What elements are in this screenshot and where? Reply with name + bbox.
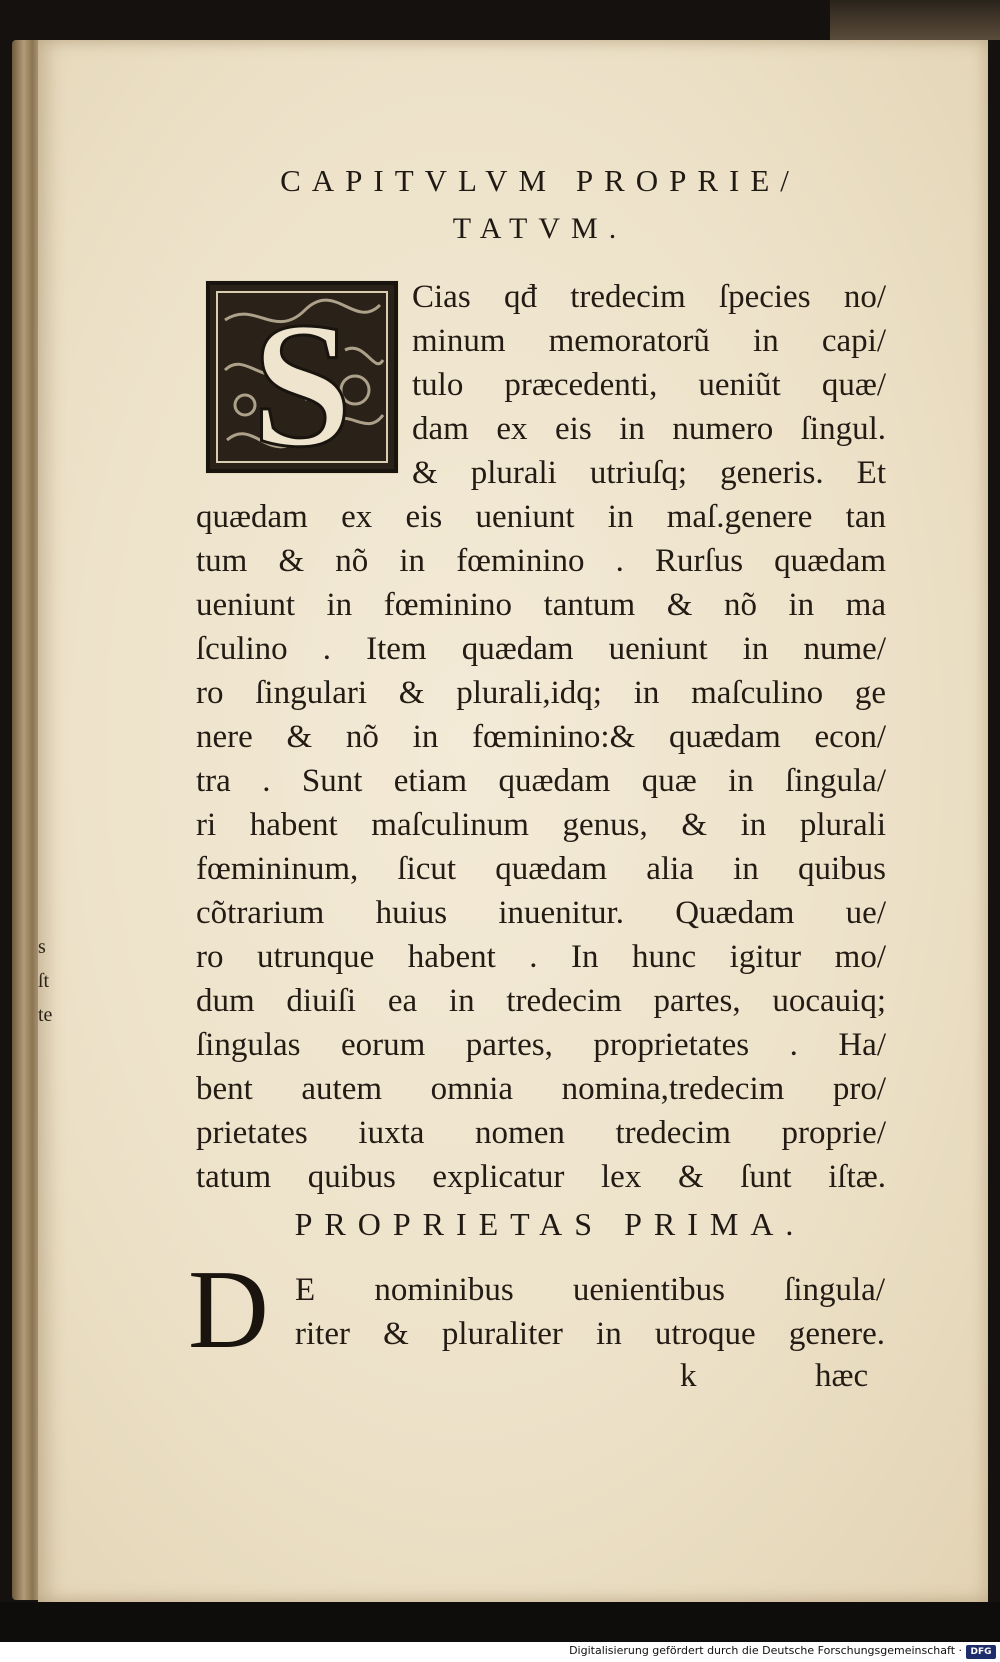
- digitization-footer: [0, 1642, 1000, 1662]
- text-line: dam ex eis in numero ſingul.: [412, 411, 886, 447]
- text-line: tulo præcedenti, ueniũt quæ/: [412, 367, 886, 403]
- dfg-logo-icon: DFG: [966, 1645, 996, 1659]
- text-line: tra . Sunt etiam quædam quæ in ſingula/: [196, 763, 886, 799]
- scan-bottom-edge: [0, 1602, 1000, 1642]
- page-corner-shadow: [830, 0, 1000, 40]
- text-line: bent autem omnia nomina,tredecim pro/: [196, 1071, 886, 1107]
- margin-note: te: [38, 1004, 53, 1026]
- text-line: quædam ex eis ueniunt in maſ.genere tan: [196, 499, 886, 535]
- section-text-line: riter & pluraliter in utroque genere.: [295, 1316, 885, 1352]
- initial-s-letter: S: [251, 285, 353, 474]
- text-line: ri habent maſculinum genus, & in plurali: [196, 807, 886, 843]
- margin-notes: [38, 930, 52, 1032]
- text-line: ro utrunque habent . In hunc igitur mo/: [196, 939, 886, 975]
- signature-mark: k: [680, 1358, 697, 1394]
- section-heading: PROPRIETAS PRIMA.: [294, 1206, 806, 1242]
- text-line: tum & nõ in fœminino . Rurſus quædam: [196, 543, 886, 579]
- text-line: Cias qđ tredecim ſpecies no/: [412, 279, 886, 315]
- text-line: ueniunt in fœminino tantum & nõ in ma: [196, 587, 886, 623]
- woodcut-initial-icon: [205, 280, 399, 474]
- chapter-heading-line-2: TATVM.: [452, 212, 628, 245]
- text-line: dum diuiſi ea in tredecim partes, uocauiq;: [196, 983, 886, 1019]
- text-line: ſculino . Item quædam ueniunt in nume/: [196, 631, 886, 667]
- text-line: cõtrarium huius inuenitur. Quædam ue/: [196, 895, 886, 931]
- section-text-line: E nominibus uenientibus ſingula/: [295, 1272, 885, 1308]
- text-line: nere & nõ in fœminino:& quædam econ/: [196, 719, 886, 755]
- initial-d: D: [188, 1248, 269, 1372]
- text-line: ſingulas eorum partes, proprietates . Ha/: [196, 1027, 886, 1063]
- text-line: ro ſingulari & plurali,idq; in maſculino ge: [196, 675, 886, 711]
- footer-credit: Digitalisierung gefördert durch die Deutsche Forschungsgemeinschaft ·: [569, 1644, 962, 1657]
- catchword: hæc: [815, 1358, 869, 1394]
- chapter-heading-line-1: CAPITVLVM PROPRIE/: [280, 163, 800, 198]
- text-line: tatum quibus explicatur lex & ſunt iſtæ.: [196, 1159, 886, 1195]
- text-line: prietates iuxta nomen tredecim proprie/: [196, 1115, 886, 1151]
- margin-note: s: [38, 936, 46, 958]
- text-line: fœmininum, ſicut quædam alia in quibus: [196, 851, 886, 887]
- text-line: & plurali utriuſq; generis. Et: [412, 455, 886, 491]
- decorated-initial-s: [205, 280, 399, 474]
- margin-note: ſt: [38, 970, 50, 992]
- text-line: minum memoratorũ in capi/: [412, 323, 886, 359]
